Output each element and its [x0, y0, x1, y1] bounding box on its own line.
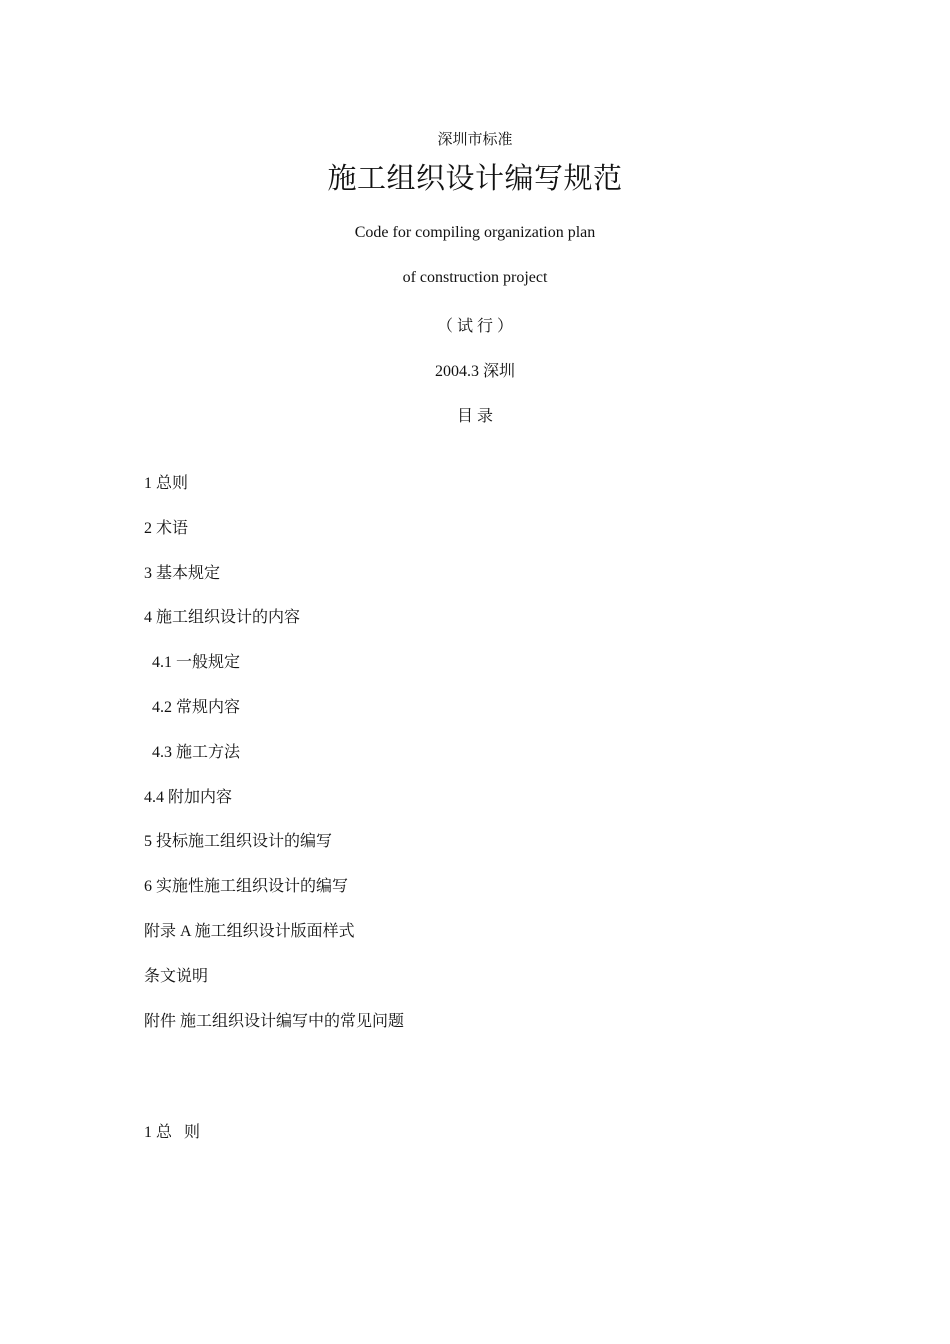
toc-item-4[interactable]: 4 施工组织设计的内容	[144, 609, 301, 627]
table-of-contents	[144, 470, 844, 1052]
toc-item-explanation[interactable]: 条文说明	[144, 967, 209, 985]
english-title-line-1: Code for compiling organization plan	[354, 224, 596, 241]
toc-item-attachment[interactable]: 附件 施工组织设计编写中的常见问题	[144, 1012, 405, 1030]
toc-item-5[interactable]: 5 投标施工组织设计的编写	[144, 833, 333, 851]
toc-item-1[interactable]: 1 总则	[144, 475, 189, 492]
toc-item-3[interactable]: 3 基本规定	[144, 564, 221, 582]
toc-item-6[interactable]: 6 实施性施工组织设计的编写	[144, 878, 349, 896]
toc-item-2[interactable]: 2 术语	[144, 519, 189, 537]
standard-label: 深圳市标准	[437, 132, 513, 148]
toc-item-4-4[interactable]: 4.4 附加内容	[144, 788, 233, 806]
date-place: 2004.3 深圳	[434, 363, 515, 380]
section-1-heading: 1 总 则	[144, 1124, 201, 1141]
toc-heading: 目 录	[456, 408, 493, 425]
toc-item-4-2[interactable]: 4.2 常规内容	[152, 698, 241, 716]
toc-item-appendix-a[interactable]: 附录 A 施工组织设计版面样式	[144, 922, 355, 940]
english-title-line-2: of construction project	[402, 269, 548, 286]
trial-note: （ 试 行 ）	[436, 318, 513, 335]
toc-item-4-3[interactable]: 4.3 施工方法	[152, 743, 241, 761]
document-title: 施工组织设计编写规范	[327, 163, 623, 195]
toc-item-4-1[interactable]: 4.1 一般规定	[152, 654, 241, 672]
